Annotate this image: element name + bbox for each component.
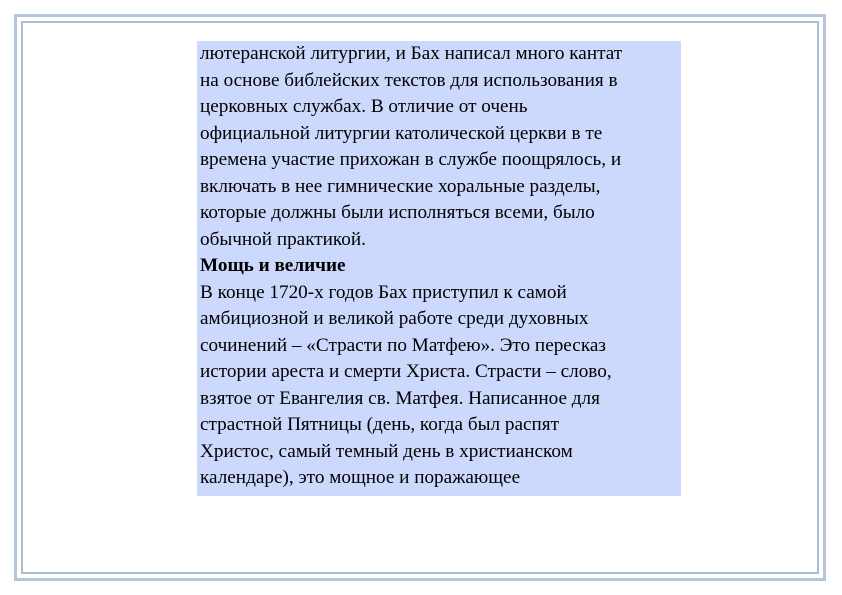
text-line: истории ареста и смерти Христа. Страсти – слово, <box>200 361 612 382</box>
text-line: времена участие прихожан в службе поощрялось, и <box>200 149 622 170</box>
text-line: Христос, самый темный день в христианском <box>200 440 573 462</box>
section-heading: Мощь и величие <box>200 255 346 276</box>
text-line: которые должны были исполняться всеми, было <box>200 202 595 223</box>
text-line: страстной Пятницы (день, когда был распят <box>200 414 559 435</box>
text-line: на основе библейских текстов для использования в <box>200 69 618 91</box>
text-line: взятое от Евангелия св. Матфея. Написанное для <box>200 387 600 409</box>
text-line: В конце 1720-х годов Бах приступил к самой <box>200 281 567 303</box>
text-line: календаре), это мощное и поражающее <box>200 467 521 488</box>
text-line: амбициозной и великой работе среди духовных <box>200 308 589 329</box>
text-line: обычной практикой. <box>200 228 366 250</box>
text-line: включать в нее гимнические хоральные разделы, <box>200 175 601 197</box>
text-line: сочинений – «Страсти по Матфею». Это пересказ <box>200 334 606 356</box>
text-line: лютеранской литургии, и Бах написал много кантат <box>200 43 623 64</box>
highlighted-text-block <box>197 41 681 496</box>
text-line: церковных службах. В отличие от очень <box>200 96 528 117</box>
text-line: официальной литургии католической церкви в те <box>200 122 603 144</box>
